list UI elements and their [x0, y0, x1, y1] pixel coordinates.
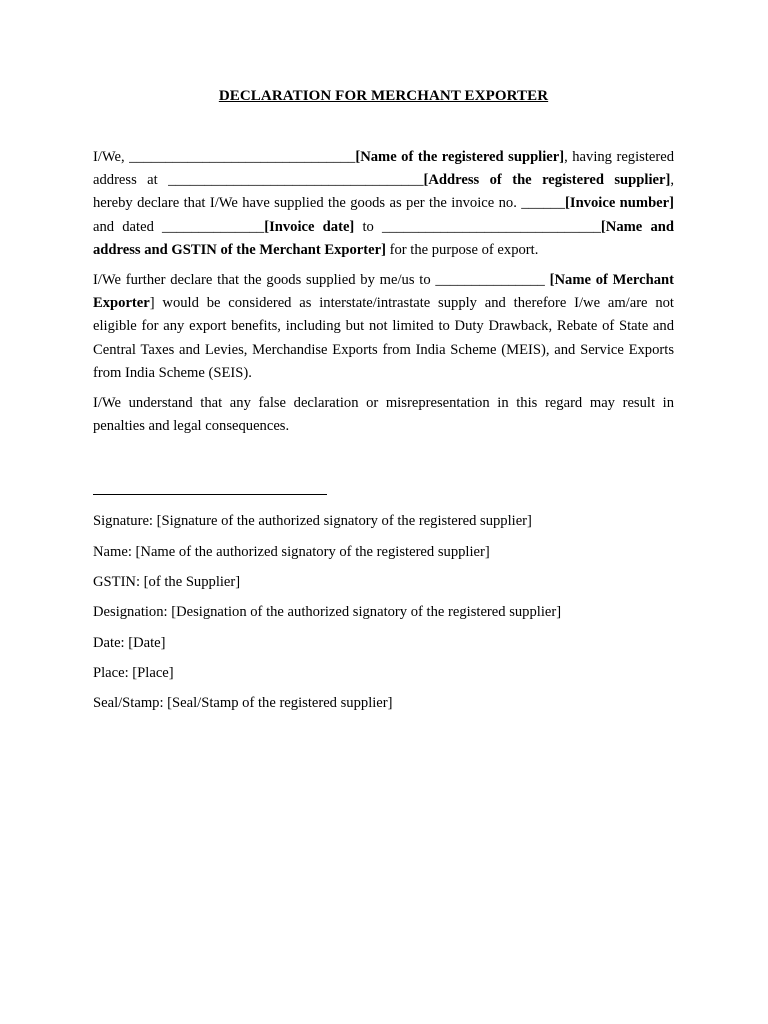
placeholder-merchant-exporter-name: [Name of Merchant Exporter [93, 272, 674, 312]
paragraph-text: , hereby declare that I/We have supplied the goods as per the invoice no. ______ [93, 172, 674, 212]
paragraph-text: and dated ______________ [93, 218, 265, 235]
placeholder-merchant-exporter-details: [Name and address and GSTIN of the Merchant Exporter] [93, 218, 674, 258]
placeholder-supplier-name: [Name of the registered supplier] [355, 149, 565, 165]
name-field: Name: [Name of the authorized signatory of the registered supplier] [93, 543, 490, 560]
gstin-field: GSTIN: [of the Supplier] [93, 574, 241, 591]
declaration-paragraph-2 [93, 269, 674, 385]
paragraph-text: to ______________________________ [354, 218, 601, 235]
seal-stamp-field: Seal/Stamp: [Seal/Stamp of the registered supplier] [93, 695, 393, 712]
document-page [93, 80, 674, 724]
paragraph-text: for the purpose of export. [385, 241, 539, 258]
paragraph-text: ] would be considered as interstate/intrastate supply and therefore I/we am/are not eligible for any export benefits, including but not limited to Duty Drawback, Rebate of State and Central Taxes and Levies, Merchandise Exports from India Scheme (MEIS), and Service Exports from India Scheme (SEIS). [93, 295, 674, 381]
placeholder-invoice-number: [Invoice number] [565, 195, 674, 212]
signature-field: Signature: [Signature of the authorized signatory of the registered supplier] [93, 513, 532, 530]
paragraph-text: I/We, _______________________________ [93, 149, 356, 165]
paragraph-text: I/We further declare that the goods supplied by me/us to _______________ [93, 272, 550, 289]
paragraph-text: , having registered address at ___________________________________ [93, 149, 675, 189]
date-field: Date: [Date] [93, 634, 166, 651]
place-field: Place: [Place] [93, 664, 174, 681]
signature-block [93, 511, 674, 713]
signature-line [93, 494, 327, 495]
declaration-paragraph-1 [93, 146, 674, 262]
placeholder-invoice-date: [Invoice date] [264, 218, 355, 235]
designation-field: Designation: [Designation of the authorized signatory of the registered supplier] [93, 604, 562, 621]
placeholder-supplier-address: [Address of the registered supplier] [423, 172, 671, 189]
declaration-paragraph-3: I/We understand that any false declaration or misrepresentation in this regard may result in penalties and legal consequences. [93, 395, 674, 435]
document-title: DECLARATION FOR MERCHANT EXPORTER [218, 88, 549, 104]
